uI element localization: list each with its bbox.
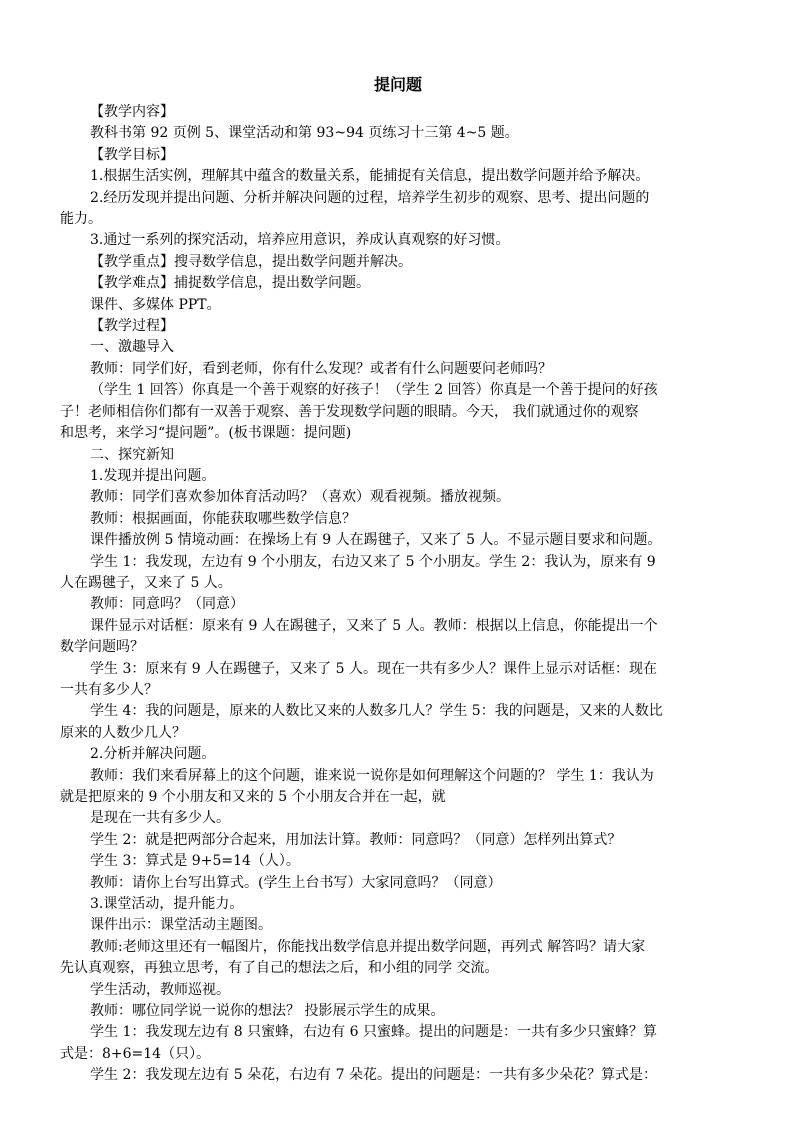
text-line: 教师:老师这里还有一幅图片，你能找出数学信息并提出数学问题，再列式 解答吗？请大家	[90, 938, 646, 955]
text-line: 学生 2：就是把两部分合起来，用加法计算。教师：同意吗？（同意）怎样列出算式？	[90, 831, 622, 848]
text-line: 教师：哪位同学说一说你的想法？ 投影展示学生的成果。	[90, 1003, 445, 1020]
text-line: 学生 4：我的问题是，原来的人数比又来的人数多几人？学生 5：我的问题是，又来的人数比	[90, 703, 663, 720]
text-line: 课件显示对话框：原来有 9 人在踢毽子，又来了 5 人。教师：根据以上信息，你能提出一个	[90, 617, 658, 634]
text-line: 学生活动，教师巡视。	[90, 981, 230, 998]
text-line: 学生 3：算式是 9+5=14（人）。	[90, 853, 300, 870]
document-body	[60, 102, 736, 1087]
text-line: 先认真观察，再独立思考，有了自己的想法之后，和小组的同学 交流。	[60, 960, 499, 977]
text-line: 3.通过一系列的探究活动，培养应用意识，养成认真观察的好习惯。	[90, 232, 510, 249]
text-line: 就是把原来的 9 个小朋友和又来的 5 个小朋友合并在一起，就	[60, 789, 446, 805]
text-line: 教师：同意吗？（同意）	[90, 596, 244, 613]
text-line: 1.发现并提出问题。	[90, 467, 216, 484]
text-line: 学生 2：我发现左边有 5 朵花，右边有 7 朵花。提出的问题是：一共有多少朵花？算式是：	[90, 1067, 657, 1084]
text-line: 教师：同学们喜欢参加体育活动吗？（喜欢）观看视频。播放视频。	[90, 489, 510, 506]
text-line: 一共有多少人？	[60, 681, 158, 698]
text-line: 是现在一共有多少人。	[90, 810, 230, 827]
text-line: 数学问题吗？	[60, 639, 144, 656]
document-page	[60, 68, 736, 1087]
text-line: 课件播放例 5 情境动画：在操场上有 9 人在踢毽子，又来了 5 人。不显示题目要求和问题。	[90, 532, 662, 549]
text-line: 【教学过程】	[90, 318, 174, 335]
text-line: 教师：根据画面，你能获取哪些数学信息？	[90, 510, 356, 527]
text-line: 学生 1：我发现左边有 8 只蜜蜂，右边有 6 只蜜蜂。提出的问题是：一共有多少只蜜蜂？算	[90, 1024, 657, 1041]
text-line: 【教学内容】	[90, 104, 174, 120]
text-line: 2.经历发现并提出问题、分析并解决问题的过程，培养学生初步的观察、思考、提出问题的	[90, 189, 650, 206]
text-line: （学生 1 回答）你真是一个善于观察的好孩子！（学生 2 回答）你真是一个善于提问的好孩	[90, 382, 658, 399]
text-line: 和思考，来学习“提问题”。(板书课题：提问题)	[60, 425, 352, 442]
text-line: 子！老师相信你们都有一双善于观察、善于发现数学问题的眼睛。今天， 我们就通过你的观察	[60, 403, 639, 420]
text-line: 能力。	[60, 211, 102, 228]
text-line: 课件、多媒体 PPT。	[90, 296, 221, 313]
text-line: 课件出示：课堂活动主题图。	[90, 917, 272, 934]
text-line: 3.课堂活动，提升能力。	[90, 896, 244, 913]
text-line: 学生 3：原来有 9 人在踢毽子，又来了 5 人。现在一共有多少人？课件上显示对话框：现在	[90, 660, 657, 677]
document-title: 提问题	[373, 75, 422, 94]
text-line: 学生 1：我发现，左边有 9 个小朋友，右边又来了 5 个小朋友。学生 2：我认为，原来有 9	[90, 553, 656, 570]
text-line: 2.分析并解决问题。	[90, 746, 216, 763]
text-line: 二、探究新知	[90, 446, 174, 463]
text-line: 一、激趣导入	[90, 339, 174, 356]
text-line: 教科书第 92 页例 5、课堂活动和第 93~94 页练习十三第 4~5 题。	[90, 125, 519, 142]
text-line: 教师：请你上台写出算式。(学生上台书写）大家同意吗？（同意）	[90, 874, 502, 891]
text-line: 教师：我们来看屏幕上的这个问题，谁来说一说你是如何理解这个问题的？ 学生 1：我认为	[90, 767, 654, 784]
text-line: 教师：同学们好，看到老师，你有什么发现？或者有什么问题要问老师吗？	[90, 360, 552, 377]
text-line: 1.根据生活实例，理解其中蕴含的数量关系，能捕捉有关信息，提出数学问题并给予解决。	[90, 168, 650, 185]
text-line: 【教学难点】捕捉数学信息，提出数学问题。	[90, 275, 370, 292]
text-line: 【教学重点】搜寻数学信息，提出数学问题并解决。	[90, 253, 412, 270]
text-line: 式是：8+6=14（只）。	[60, 1045, 211, 1062]
text-line: 原来的人数少几人？	[60, 724, 186, 741]
text-line: 人在踢毽子，又来了 5 人。	[60, 574, 232, 591]
text-line: 【教学目标】	[90, 146, 174, 163]
